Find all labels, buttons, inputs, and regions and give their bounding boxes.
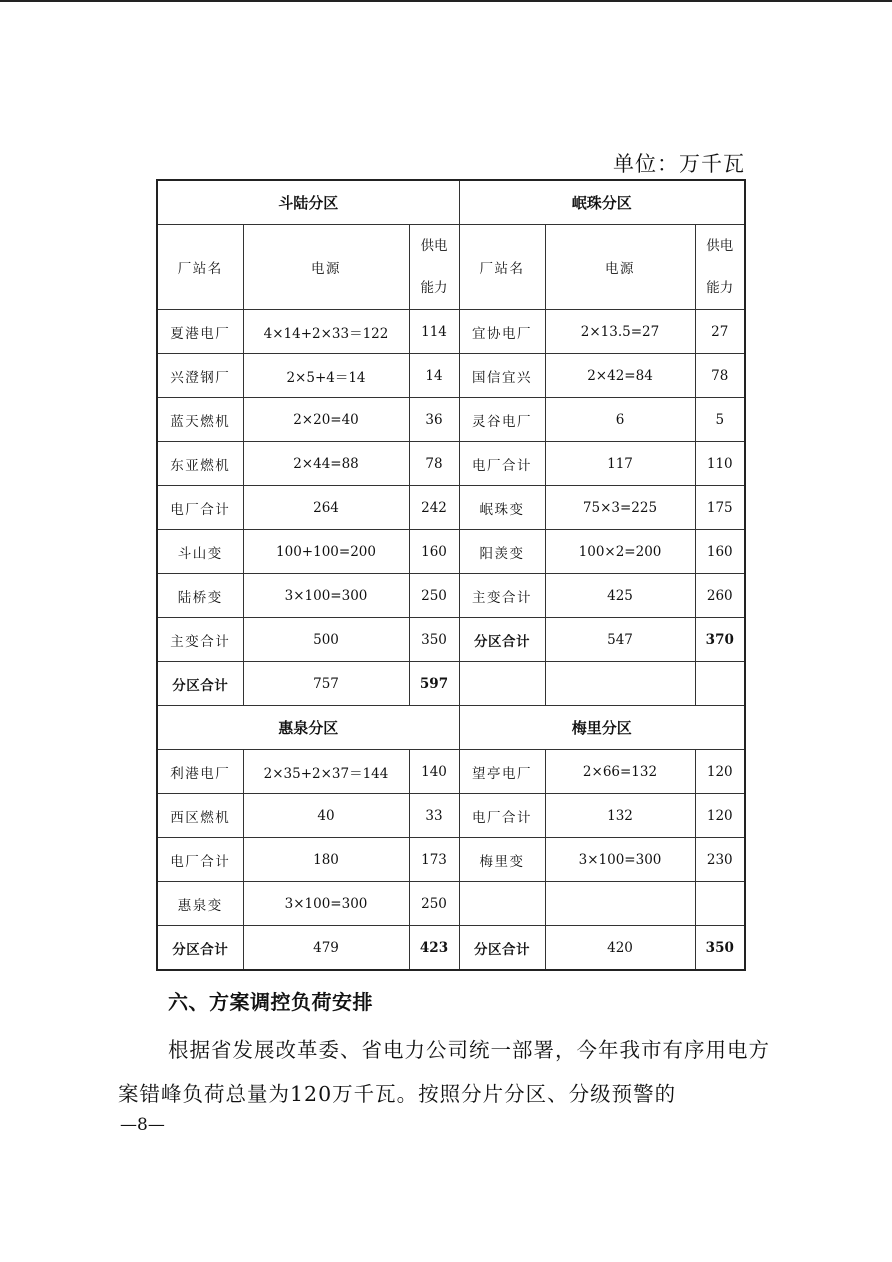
station-name-cell: 分区合计	[157, 662, 243, 706]
source-cell: 2×20=40	[243, 398, 409, 442]
table-row	[157, 750, 745, 794]
supply-capacity-cell	[695, 662, 745, 706]
table-top-section	[157, 180, 745, 706]
table-bottom-section	[157, 706, 745, 971]
source-cell: 2×13.5=27	[545, 310, 695, 354]
source-cell: 2×66=132	[545, 750, 695, 794]
source-cell: 100+100=200	[243, 530, 409, 574]
supply-capacity-cell: 370	[695, 618, 745, 662]
supply-capacity-cell: 120	[695, 794, 745, 838]
table-row	[157, 794, 745, 838]
source-cell: 479	[243, 926, 409, 971]
station-name-cell: 灵谷电厂	[459, 398, 545, 442]
source-cell: 3×100=300	[243, 574, 409, 618]
table-row	[157, 618, 745, 662]
source-cell	[545, 662, 695, 706]
source-cell	[545, 882, 695, 926]
station-name-cell	[459, 662, 545, 706]
source-cell: 500	[243, 618, 409, 662]
station-name-cell: 阳羡变	[459, 530, 545, 574]
table-row	[157, 398, 745, 442]
source-cell: 117	[545, 442, 695, 486]
column-header-source: 电源	[545, 225, 695, 310]
station-name-cell: 国信宜兴	[459, 354, 545, 398]
station-name-cell: 西区燃机	[157, 794, 243, 838]
source-cell: 547	[545, 618, 695, 662]
supply-capacity-cell: 33	[409, 794, 459, 838]
column-header-supply	[695, 225, 745, 310]
station-name-cell: 岷珠变	[459, 486, 545, 530]
column-header-station: 厂站名	[157, 225, 243, 310]
station-name-cell: 电厂合计	[459, 794, 545, 838]
zone-header-row	[157, 706, 745, 750]
station-name-cell: 分区合计	[157, 926, 243, 971]
supply-capacity-cell: 5	[695, 398, 745, 442]
supply-capacity-cell: 36	[409, 398, 459, 442]
column-header-supply-line1: 供电	[420, 238, 448, 254]
source-cell: 4×14+2×33＝122	[243, 310, 409, 354]
station-name-cell: 兴澄钢厂	[157, 354, 243, 398]
source-cell: 100×2=200	[545, 530, 695, 574]
station-name-cell: 蓝天燃机	[157, 398, 243, 442]
station-name-cell: 斗山变	[157, 530, 243, 574]
body-paragraph: 根据省发展改革委、省电力公司统一部署，今年我市有序用电方案错峰负荷总量为120万千瓦。按照分片分区、分级预警的	[118, 1038, 770, 1106]
station-name-cell: 宜协电厂	[459, 310, 545, 354]
zone-title-meili: 梅里分区	[459, 706, 745, 750]
station-name-cell: 电厂合计	[459, 442, 545, 486]
station-name-cell: 利港电厂	[157, 750, 243, 794]
supply-capacity-cell: 260	[695, 574, 745, 618]
supply-capacity-cell	[695, 882, 745, 926]
source-cell: 3×100=300	[545, 838, 695, 882]
top-border-line	[0, 0, 892, 2]
source-cell: 2×42=84	[545, 354, 695, 398]
supply-capacity-cell: 120	[695, 750, 745, 794]
supply-capacity-cell: 160	[409, 530, 459, 574]
station-name-cell: 电厂合计	[157, 486, 243, 530]
column-header-source: 电源	[243, 225, 409, 310]
source-cell: 3×100=300	[243, 882, 409, 926]
table-row	[157, 310, 745, 354]
supply-capacity-cell: 78	[409, 442, 459, 486]
zone-title-huiquan: 惠泉分区	[157, 706, 459, 750]
power-supply-table	[156, 179, 746, 971]
station-name-cell: 分区合计	[459, 926, 545, 971]
supply-capacity-cell: 175	[695, 486, 745, 530]
column-header-supply-line2: 能力	[420, 280, 448, 296]
source-cell: 264	[243, 486, 409, 530]
source-cell: 180	[243, 838, 409, 882]
supply-capacity-cell: 160	[695, 530, 745, 574]
supply-capacity-cell: 114	[409, 310, 459, 354]
station-name-cell	[459, 882, 545, 926]
source-cell: 75×3=225	[545, 486, 695, 530]
column-header-supply	[409, 225, 459, 310]
section-heading: 六、方案调控负荷安排	[168, 990, 373, 1014]
page-number: —8—	[120, 1115, 165, 1135]
supply-capacity-cell: 230	[695, 838, 745, 882]
station-name-cell: 主变合计	[459, 574, 545, 618]
table-row	[157, 926, 745, 971]
station-name-cell: 惠泉变	[157, 882, 243, 926]
source-cell: 40	[243, 794, 409, 838]
supply-capacity-cell: 250	[409, 882, 459, 926]
unit-label: 单位：万千瓦	[613, 152, 745, 176]
station-name-cell: 望亭电厂	[459, 750, 545, 794]
source-cell: 6	[545, 398, 695, 442]
source-cell: 2×5+4＝14	[243, 354, 409, 398]
table-row	[157, 662, 745, 706]
table-row	[157, 838, 745, 882]
column-header-row	[157, 225, 745, 310]
supply-capacity-cell: 350	[695, 926, 745, 971]
source-cell: 757	[243, 662, 409, 706]
source-cell: 2×44=88	[243, 442, 409, 486]
supply-capacity-cell: 242	[409, 486, 459, 530]
source-cell: 420	[545, 926, 695, 971]
zone-header-row	[157, 180, 745, 225]
source-cell: 425	[545, 574, 695, 618]
source-cell: 2×35+2×37＝144	[243, 750, 409, 794]
station-name-cell: 梅里变	[459, 838, 545, 882]
station-name-cell: 电厂合计	[157, 838, 243, 882]
supply-capacity-cell: 140	[409, 750, 459, 794]
table-row	[157, 486, 745, 530]
supply-capacity-cell: 14	[409, 354, 459, 398]
column-header-supply-line1: 供电	[706, 238, 734, 254]
zone-title-doulu: 斗陆分区	[157, 180, 459, 225]
supply-capacity-cell: 173	[409, 838, 459, 882]
station-name-cell: 陆桥变	[157, 574, 243, 618]
supply-capacity-cell: 350	[409, 618, 459, 662]
table-row	[157, 442, 745, 486]
supply-capacity-cell: 110	[695, 442, 745, 486]
station-name-cell: 主变合计	[157, 618, 243, 662]
supply-capacity-cell: 27	[695, 310, 745, 354]
supply-capacity-cell: 423	[409, 926, 459, 971]
station-name-cell: 夏港电厂	[157, 310, 243, 354]
column-header-supply-line2: 能力	[706, 280, 734, 296]
table-row	[157, 354, 745, 398]
supply-capacity-cell: 597	[409, 662, 459, 706]
station-name-cell: 东亚燃机	[157, 442, 243, 486]
table-row	[157, 530, 745, 574]
table-row	[157, 574, 745, 618]
station-name-cell: 分区合计	[459, 618, 545, 662]
supply-capacity-cell: 78	[695, 354, 745, 398]
zone-title-minzhu: 岷珠分区	[459, 180, 745, 225]
supply-capacity-cell: 250	[409, 574, 459, 618]
table-row	[157, 882, 745, 926]
source-cell: 132	[545, 794, 695, 838]
column-header-station: 厂站名	[459, 225, 545, 310]
